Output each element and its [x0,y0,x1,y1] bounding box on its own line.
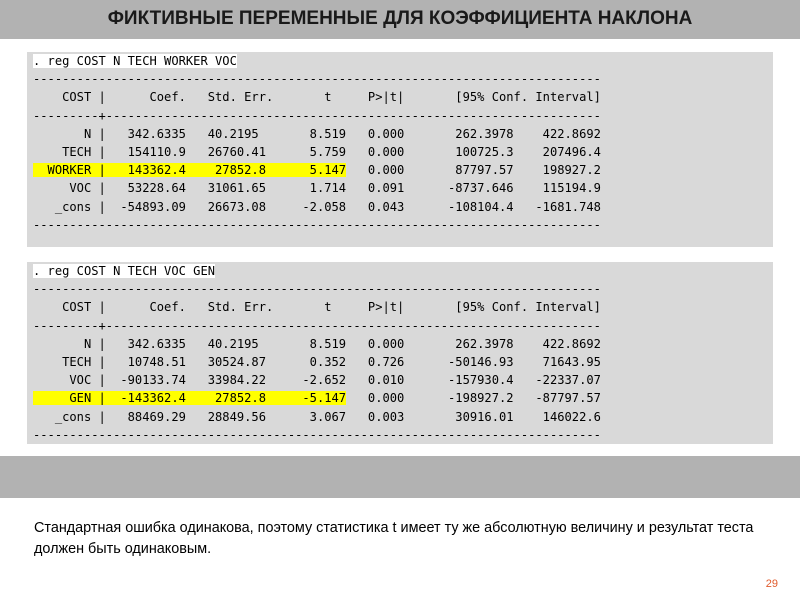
highlighted-row-gen: GEN | -143362.4 27852.8 -5.147 [33,391,347,406]
rule-line: ------------------------------------------------------------------------------ [33,72,601,87]
page-number: 29 [765,578,778,590]
table-row: VOC | 53228.64 31061.65 1.714 0.091 -8737.646 115194.9 [33,181,601,196]
explanation-text: Стандартная ошибка одинакова, поэтому статистика t имеет ту же абсолютную величину и результат теста должен быть одинаковым. [34,520,754,557]
table-row: _cons | 88469.29 28849.56 3.067 0.003 30916.01 146022.6 [33,409,601,424]
bottom-band [0,456,800,498]
rule-line: ------------------------------------------------------------------------------ [33,217,601,232]
table-row: N | 342.6335 40.2195 8.519 0.000 262.3978 422.8692 [33,336,601,351]
header-separator: ---------+-------------------------------------------------------------------- [33,318,601,333]
table-row: TECH | 154110.9 26760.41 5.759 0.000 100725.3 207496.4 [33,145,601,160]
regression-output-1 [27,52,773,247]
table-header: COST | Coef. Std. Err. t P>|t| [95% Conf. Interval] [33,90,601,105]
stata-command: . reg COST N TECH WORKER VOC [33,54,237,68]
table-row-rest: 0.000 87797.57 198927.2 [346,163,601,178]
table-header: COST | Coef. Std. Err. t P>|t| [95% Conf. Interval] [33,300,601,315]
stata-command: . reg COST N TECH VOC GEN [33,264,216,278]
table-row: VOC | -90133.74 33984.22 -2.652 0.010 -157930.4 -22337.07 [33,373,601,388]
regression-table-2 [33,262,601,444]
regression-output-2 [27,262,773,444]
slide-title: ФИКТИВНЫЕ ПЕРЕМЕННЫЕ ДЛЯ КОЭФФИЦИЕНТА НАКЛОНА [107,8,693,29]
table-row: _cons | -54893.09 26673.08 -2.058 0.043 -108104.4 -1681.748 [33,199,601,214]
table-row: N | 342.6335 40.2195 8.519 0.000 262.3978 422.8692 [33,126,601,141]
regression-table-1 [33,52,601,234]
table-row-rest: 0.000 -198927.2 -87797.57 [346,391,601,406]
rule-line: ------------------------------------------------------------------------------ [33,427,601,442]
rule-line: ------------------------------------------------------------------------------ [33,282,601,297]
header-separator: ---------+-------------------------------------------------------------------- [33,108,601,123]
highlighted-row-worker: WORKER | 143362.4 27852.8 5.147 [33,163,347,178]
table-row: TECH | 10748.51 30524.87 0.352 0.726 -50146.93 71643.95 [33,355,601,370]
